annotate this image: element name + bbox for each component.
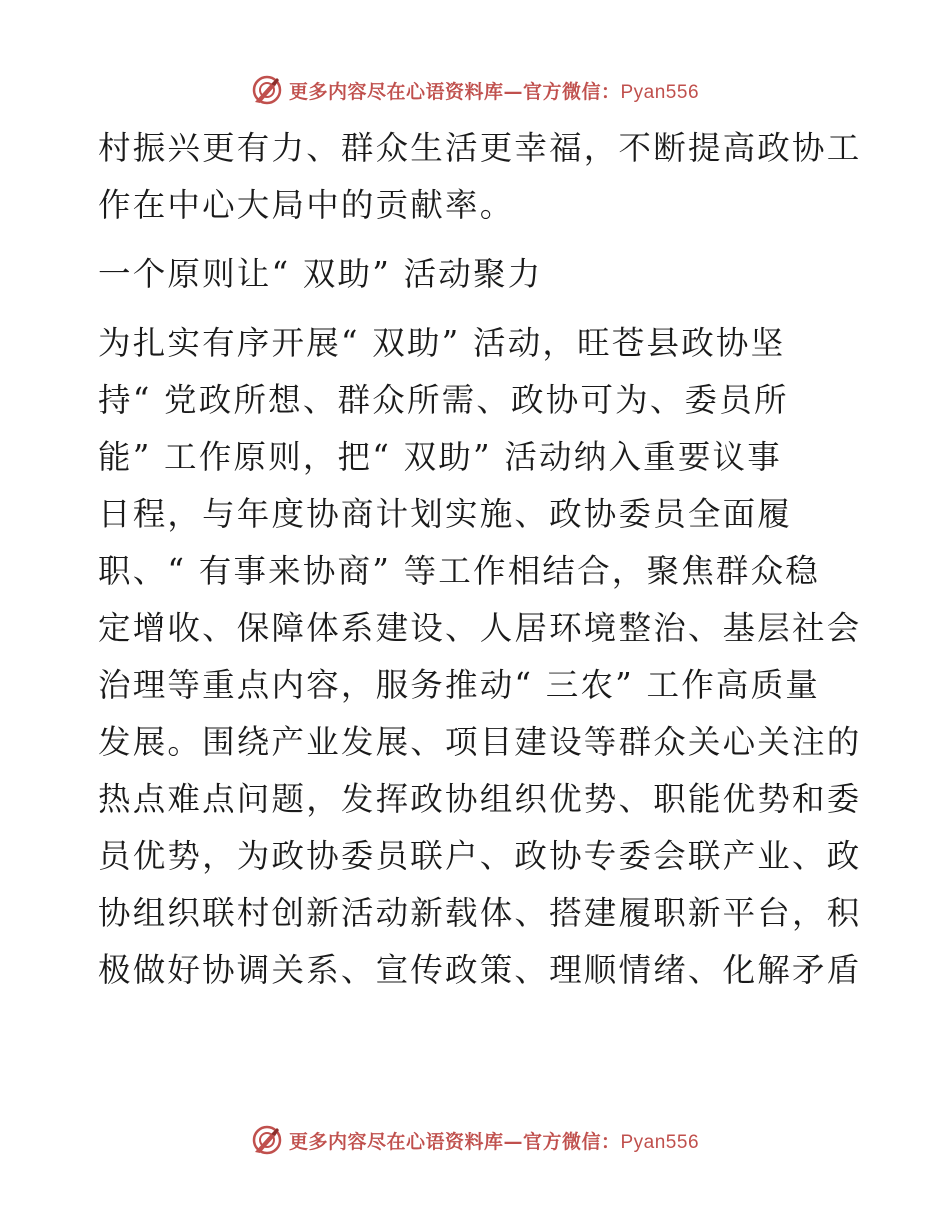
text-line: 员优势，为政协委员联户、政协专委会联产业、政 [98, 837, 862, 875]
footer-watermark [0, 1120, 950, 1160]
document-body [98, 120, 862, 999]
text-line: 作在中心大局中的贡献率。 [98, 186, 515, 224]
text-line: 为扎实有序开展“ 双助” 活动，旺苍县政协坚 [98, 324, 786, 362]
text-line: 治理等重点内容，服务推动“ 三农” 工作高质量 [98, 666, 820, 704]
text-line: 发展。围绕产业发展、项目建设等群众关心关注的 [98, 723, 862, 761]
watermark-text: 更多内容尽在心语资料库—官方微信：Pyan556 [288, 1130, 700, 1153]
paragraph-main [98, 315, 862, 999]
watermark-text: 更多内容尽在心语资料库—官方微信：Pyan556 [288, 80, 700, 103]
text-line: 极做好协调关系、宣传政策、理顺情绪、化解矛盾 [98, 951, 862, 989]
text-line: 持“ 党政所想、群众所需、政协可为、委员所 [98, 381, 789, 419]
text-line: 职、“ 有事来协商” 等工作相结合，聚焦群众稳 [98, 552, 820, 590]
pen-logo-icon [251, 74, 283, 106]
text-line: 日程，与年度协商计划实施、政协委员全面履 [98, 495, 793, 533]
header-watermark [0, 70, 950, 110]
text-line: 定增收、保障体系建设、人居环境整治、基层社会 [98, 609, 862, 647]
text-line: 村振兴更有力、群众生活更幸福，不断提高政协工 [98, 129, 862, 167]
section-heading: 一个原则让“ 双助” 活动聚力 [98, 255, 543, 293]
text-line: 能” 工作原则，把“ 双助” 活动纳入重要议事 [98, 438, 782, 476]
text-line: 协组织联村创新活动新载体、搭建履职新平台，积 [98, 894, 862, 932]
text-line: 热点难点问题，发挥政协组织优势、职能优势和委 [98, 780, 862, 818]
paragraph-continued [98, 120, 862, 234]
pen-logo-icon [251, 1124, 283, 1156]
